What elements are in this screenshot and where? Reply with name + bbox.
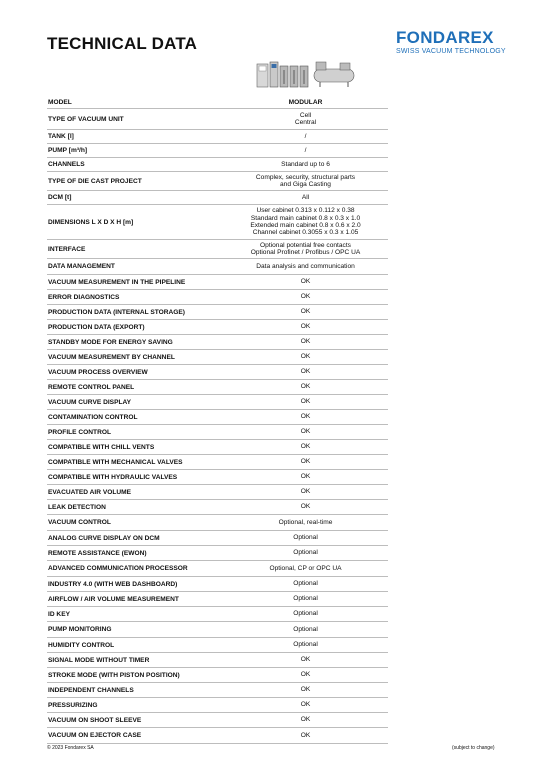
spec-value-line: / [304,132,307,140]
spec-row [47,109,388,130]
spec-value-line: MODULAR [288,98,323,106]
spec-value-line: Optional, real-time [278,518,333,526]
spec-row [47,365,388,380]
spec-label: PRESSURIZING [48,701,98,709]
spec-row [47,172,388,191]
spec-row [47,500,388,515]
spec-value [223,338,388,345]
spec-row [47,515,388,531]
spec-value [223,308,388,315]
spec-value-line: OK [300,488,311,496]
spec-value-line: OK [300,458,311,466]
spec-value-line: OK [300,308,311,316]
page-title: TECHNICAL DATA [47,34,198,53]
spec-value [223,732,388,739]
spec-value [223,565,388,572]
spec-value [223,686,388,693]
spec-value-line: Channel cabinet 0.3055 x 0.3 x 1.05 [252,229,359,237]
spec-label: DATA MANAGEMENT [48,263,115,270]
spec-label: STANDBY MODE FOR ENERGY SAVING [48,338,173,346]
spec-value-line: OK [300,716,311,724]
spec-value [223,161,388,168]
spec-label: VACUUM ON SHOOT SLEEVE [48,716,142,724]
spec-value [223,133,388,140]
spec-row [47,638,388,653]
spec-label: SIGNAL MODE WITHOUT TIMER [48,656,150,664]
spec-label: INDUSTRY 4.0 (WITH WEB DASHBOARD) [48,580,178,588]
spec-value [223,488,388,495]
spec-row [47,290,388,305]
spec-value [223,293,388,300]
spec-label: CONTAMINATION CONTROL [48,413,138,421]
spec-value-line: OK [300,293,311,301]
spec-row [47,89,388,109]
spec-row [47,470,388,485]
spec-row [47,240,388,259]
spec-value-line: OK [300,503,311,511]
spec-row [47,653,388,668]
spec-label: REMOTE CONTROL PANEL [48,383,135,391]
spec-value-line: Optional Profinet / Profibus / OPC UA [250,249,361,256]
spec-label: ANALOG CURVE DISPLAY ON DCM [48,534,160,542]
spec-value-line: OK [300,686,311,694]
spec-value [223,595,388,602]
spec-value-line: Complex, security, structural parts [255,173,356,181]
spec-value-line: OK [300,473,311,481]
spec-value-line: OK [300,383,311,391]
spec-value [223,323,388,330]
spec-label: ERROR DIAGNOSTICS [48,293,120,301]
spec-label: DIMENSIONS L X D X H [m] [48,218,134,226]
logo-tagline: SWISS VACUUM TECHNOLOGY [396,48,506,55]
spec-value [223,641,388,648]
spec-label: ADVANCED COMMUNICATION PROCESSOR [48,565,188,572]
spec-label: REMOTE ASSISTANCE (EWON) [48,549,147,557]
spec-row [47,698,388,713]
subject-to-change-note: (subject to change) [452,745,495,751]
spec-value [223,626,388,633]
spec-row [47,531,388,546]
spec-row [47,485,388,500]
spec-label: PRODUCTION DATA (EXPORT) [48,323,145,331]
spec-row [47,425,388,440]
spec-row [47,320,388,335]
spec-row [47,395,388,410]
spec-row [47,561,388,577]
spec-value [223,353,388,360]
spec-value [223,549,388,556]
spec-value [223,519,388,526]
spec-value [223,716,388,723]
spec-value-line: OK [300,443,311,451]
spec-label: VACUUM CONTROL [48,519,111,526]
spec-row [47,130,388,144]
spec-value [223,610,388,617]
spec-label: AIRFLOW / AIR VOLUME MEASUREMENT [48,595,179,603]
spec-value-line: OK [300,398,311,406]
spec-row [47,305,388,320]
brand-logo [396,29,526,55]
spec-value-line: Central [294,119,317,126]
spec-row [47,728,388,744]
spec-value [223,278,388,285]
spec-label: COMPATIBLE WITH HYDRAULIC VALVES [48,473,178,481]
spec-row [47,607,388,622]
spec-value [223,242,388,257]
spec-row [47,380,388,395]
spec-label: PUMP MONITORING [48,626,112,633]
spec-value [223,147,388,154]
spec-value-line: OK [300,338,311,346]
spec-value [223,656,388,663]
spec-value-line: OK [300,413,311,421]
spec-value-line: OK [300,278,311,286]
spec-row [47,410,388,425]
spec-value-line: OK [300,731,311,739]
spec-value [223,207,388,237]
spec-label: EVACUATED AIR VOLUME [48,488,132,496]
spec-label: HUMIDITY CONTROL [48,641,115,649]
spec-value [223,368,388,375]
spec-value [223,473,388,480]
spec-value [223,112,388,127]
spec-value-line: Extended main cabinet 0.8 x 0.6 x 2.0 [250,222,361,229]
spec-label: INDEPENDENT CHANNELS [48,686,134,694]
spec-value-line: Optional [293,595,318,603]
spec-value [223,428,388,435]
spec-value [223,194,388,201]
spec-value [223,413,388,420]
spec-label: VACUUM ON EJECTOR CASE [48,732,142,739]
spec-label: LEAK DETECTION [48,503,106,511]
spec-value [223,534,388,541]
spec-value-line: OK [300,368,311,376]
spec-label: COMPATIBLE WITH CHILL VENTS [48,443,155,451]
spec-row [47,455,388,470]
spec-row [47,577,388,592]
spec-value-line: Cell [299,111,312,119]
spec-row [47,546,388,561]
spec-label: VACUUM MEASUREMENT IN THE PIPELINE [48,278,186,286]
spec-value-line: Optional [293,549,318,557]
spec-value [223,443,388,450]
spec-value-line: Optional [293,641,318,649]
spec-label: PUMP [m³/h] [48,147,88,154]
spec-label: STROKE MODE (WITH PISTON POSITION) [48,671,180,679]
spec-row [47,683,388,698]
spec-label: PROFILE CONTROL [48,428,112,436]
spec-value-line: Standard main cabinet 0.8 x 0.3 x 1.0 [250,214,361,222]
spec-row [47,275,388,290]
spec-label: COMPATIBLE WITH MECHANICAL VALVES [48,458,183,466]
spec-label: DCM [t] [48,194,72,201]
spec-value-line: OK [300,656,311,664]
spec-value-line: OK [300,671,311,679]
spec-label: CHANNELS [48,161,85,168]
spec-value-line: Data analysis and communication [256,262,355,270]
spec-row [47,191,388,205]
spec-value-line: Optional [293,625,318,633]
spec-value [223,458,388,465]
spec-value-line: Optional [293,534,318,542]
spec-row [47,158,388,172]
spec-label: VACUUM PROCESS OVERVIEW [48,368,148,376]
spec-value [223,503,388,510]
spec-value-line: OK [300,323,311,331]
spec-value [223,398,388,405]
spec-table [47,89,388,744]
spec-row [47,668,388,683]
spec-row [47,592,388,607]
spec-value-line: OK [300,701,311,709]
spec-row [47,622,388,638]
spec-row [47,440,388,455]
spec-label: PRODUCTION DATA (INTERNAL STORAGE) [48,308,185,316]
spec-value-line: and Giga Casting [280,181,331,188]
spec-row [47,259,388,275]
spec-value [223,701,388,708]
spec-value [223,383,388,390]
spec-value-line: / [304,146,307,154]
spec-label: ID KEY [48,610,70,618]
spec-row [47,205,388,240]
spec-value-line: Optional [293,610,318,618]
spec-value-line: OK [300,353,311,361]
spec-value-line: Optional potential free contacts [260,241,351,249]
spec-value [223,671,388,678]
spec-row [47,144,388,158]
spec-value-line: Optional [293,580,318,588]
spec-label: MODEL [48,99,72,106]
spec-value [223,580,388,587]
spec-row [47,335,388,350]
spec-label: TANK [l] [48,133,74,140]
spec-label: INTERFACE [48,245,86,253]
spec-row [47,350,388,365]
spec-value-line: Optional, CP or OPC UA [269,564,342,572]
spec-value-line: All [301,193,310,201]
copyright: © 2023 Fondarex SA [47,745,94,751]
logo-name: FONDAREX [396,28,494,47]
spec-value-line: User cabinet 0.313 x 0.112 x 0.38 [256,207,355,215]
spec-label: VACUUM CURVE DISPLAY [48,398,132,406]
spec-label: TYPE OF VACUUM UNIT [48,115,124,123]
spec-value-line: Standard up to 6 [281,160,330,168]
spec-label: TYPE OF DIE CAST PROJECT [48,177,142,185]
vacuum-unit-image [256,60,358,88]
spec-label: VACUUM MEASUREMENT BY CHANNEL [48,353,175,361]
spec-value-line: OK [300,428,311,436]
spec-value [223,174,388,189]
spec-row [47,713,388,728]
spec-value [223,263,388,270]
spec-value [223,99,388,106]
